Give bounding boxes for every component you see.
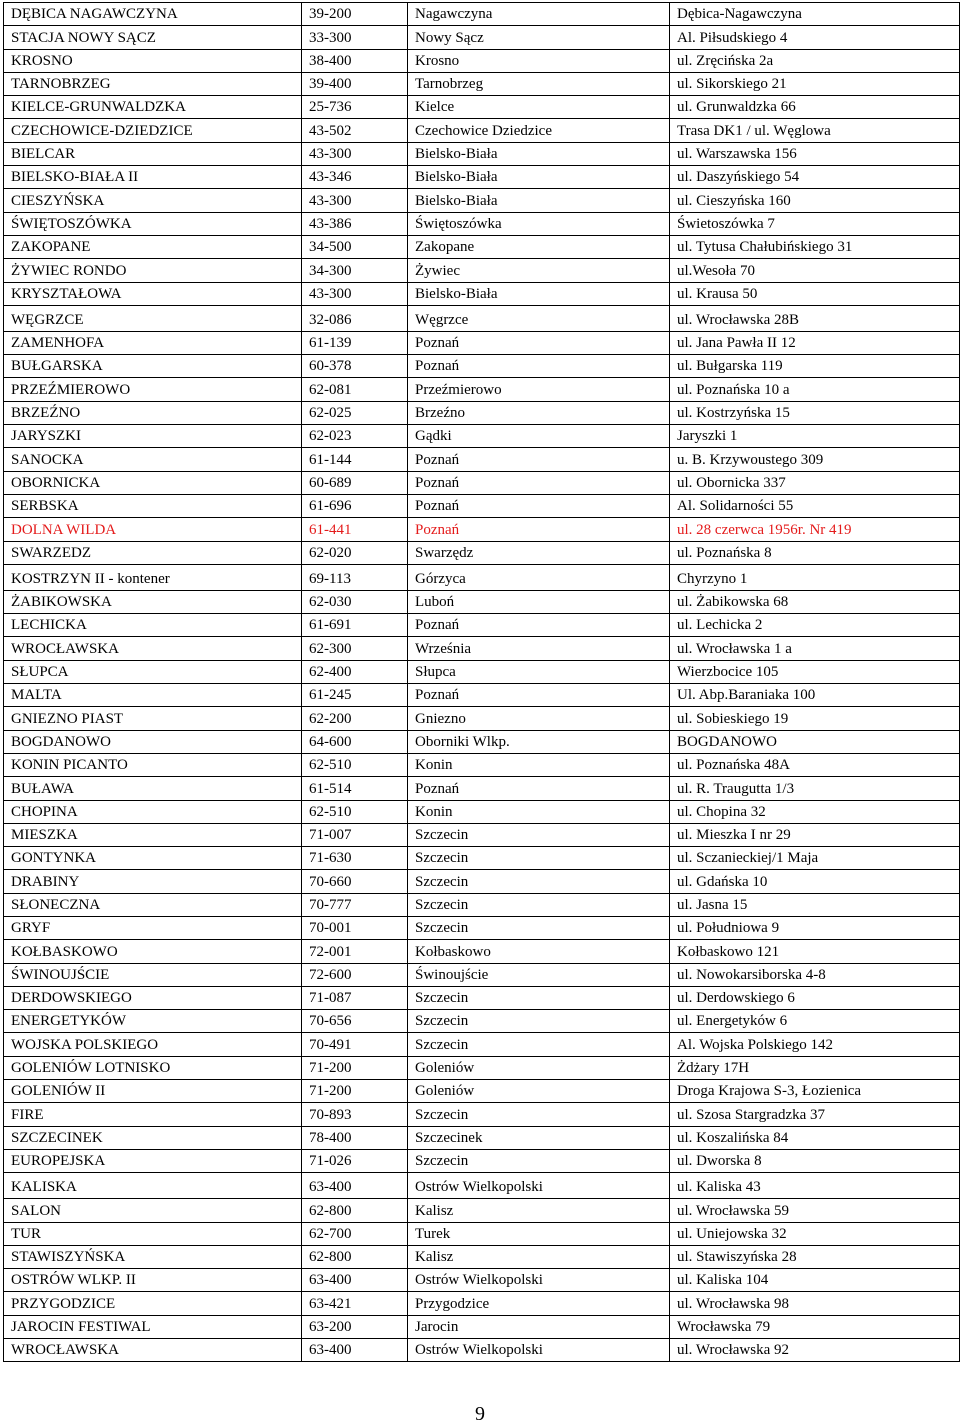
city-cell: Konin [408,800,670,823]
address-cell: ul. Daszyńskiego 54 [670,166,960,189]
city-cell: Szczecin [408,1033,670,1056]
city-cell: Słupca [408,660,670,683]
table-row [4,753,960,776]
station-name-cell: STACJA NOWY SĄCZ [4,26,302,49]
address-cell: Chyrzyno 1 [670,564,960,590]
address-cell: Al. Wojska Polskiego 142 [670,1033,960,1056]
station-name-cell: DRABINY [4,870,302,893]
station-name-cell: SWARZEDZ [4,541,302,564]
city-cell: Goleniów [408,1056,670,1079]
address-cell: ul. Bułgarska 119 [670,355,960,378]
address-cell: Ul. Abp.Baraniaka 100 [670,684,960,707]
table-row [4,1010,960,1033]
postal-code-cell: 39-400 [302,72,408,95]
table-row [4,1199,960,1222]
station-name-cell: ŚWIĘTOSZÓWKA [4,212,302,235]
city-cell: Kołbaskowo [408,940,670,963]
address-cell: ul. Mieszka I nr 29 [670,823,960,846]
station-name-cell: WROCŁAWSKA [4,1339,302,1362]
table-row [4,471,960,494]
table-row [4,49,960,72]
station-name-cell: GNIEZNO PIAST [4,707,302,730]
station-name-cell: BUŁAWA [4,777,302,800]
postal-code-cell: 62-030 [302,590,408,613]
station-name-cell: GONTYNKA [4,847,302,870]
table-row [4,401,960,424]
address-cell: Żdżary 17H [670,1056,960,1079]
postal-code-cell: 71-087 [302,986,408,1009]
postal-code-cell: 43-300 [302,189,408,212]
address-cell: ul. Wrocławska 59 [670,1199,960,1222]
postal-code-cell: 43-502 [302,119,408,142]
address-cell: ul. Gdańska 10 [670,870,960,893]
postal-code-cell: 61-441 [302,518,408,541]
address-cell: ul. Poznańska 8 [670,541,960,564]
postal-code-cell: 25-736 [302,96,408,119]
city-cell: Oborniki Wlkp. [408,730,670,753]
table-row [4,707,960,730]
table-row [4,940,960,963]
address-cell: ul. Grunwaldzka 66 [670,96,960,119]
station-name-cell: BIELCAR [4,142,302,165]
city-cell: Szczecin [408,916,670,939]
address-cell: ul. Stawiszyńska 28 [670,1245,960,1268]
table-row [4,1056,960,1079]
station-name-cell: ENERGETYKÓW [4,1010,302,1033]
postal-code-cell: 43-300 [302,282,408,305]
table-row [4,1339,960,1362]
postal-code-cell: 34-300 [302,259,408,282]
address-cell: ul. Energetyków 6 [670,1010,960,1033]
city-cell: Turek [408,1222,670,1245]
city-cell: Szczecin [408,1103,670,1126]
table-row [4,800,960,823]
city-cell: Żywiec [408,259,670,282]
station-table [3,2,960,1362]
table-row [4,1173,960,1199]
station-name-cell: TARNOBRZEG [4,72,302,95]
address-cell: ul. Poznańska 10 a [670,378,960,401]
city-cell: Ostrów Wielkopolski [408,1173,670,1199]
table-row [4,166,960,189]
postal-code-cell: 62-081 [302,378,408,401]
city-cell: Szczecin [408,1149,670,1172]
postal-code-cell: 63-421 [302,1292,408,1315]
table-row [4,564,960,590]
city-cell: Szczecin [408,870,670,893]
postal-code-cell: 62-200 [302,707,408,730]
table-row [4,212,960,235]
station-name-cell: SALON [4,1199,302,1222]
postal-code-cell: 32-086 [302,305,408,331]
address-cell: ul. Kaliska 104 [670,1269,960,1292]
city-cell: Świętoszówka [408,212,670,235]
station-name-cell: SŁONECZNA [4,893,302,916]
postal-code-cell: 70-001 [302,916,408,939]
city-cell: Poznań [408,614,670,637]
station-name-cell: WOJSKA POLSKIEGO [4,1033,302,1056]
postal-code-cell: 63-400 [302,1173,408,1199]
address-cell: ul. Zręcińska 2a [670,49,960,72]
station-name-cell: ŚWINOUJŚCIE [4,963,302,986]
postal-code-cell: 63-400 [302,1339,408,1362]
city-cell: Poznań [408,331,670,354]
address-cell: ul. Jasna 15 [670,893,960,916]
city-cell: Bielsko-Biała [408,282,670,305]
table-row [4,189,960,212]
postal-code-cell: 71-026 [302,1149,408,1172]
postal-code-cell: 70-777 [302,893,408,916]
station-name-cell: KROSNO [4,49,302,72]
postal-code-cell: 72-001 [302,940,408,963]
station-name-cell: KIELCE-GRUNWALDZKA [4,96,302,119]
postal-code-cell: 61-514 [302,777,408,800]
table-row [4,425,960,448]
postal-code-cell: 43-386 [302,212,408,235]
postal-code-cell: 63-200 [302,1315,408,1338]
station-name-cell: TUR [4,1222,302,1245]
table-row [4,378,960,401]
city-cell: Czechowice Dziedzice [408,119,670,142]
postal-code-cell: 33-300 [302,26,408,49]
postal-code-cell: 62-025 [302,401,408,424]
address-cell: Jaryszki 1 [670,425,960,448]
postal-code-cell: 43-300 [302,142,408,165]
address-cell: ul. R. Traugutta 1/3 [670,777,960,800]
city-cell: Konin [408,753,670,776]
address-cell: ul. Koszalińska 84 [670,1126,960,1149]
station-name-cell: BRZEŹNO [4,401,302,424]
city-cell: Bielsko-Biała [408,189,670,212]
station-name-cell: OBORNICKA [4,471,302,494]
table-row [4,916,960,939]
postal-code-cell: 71-200 [302,1056,408,1079]
address-cell: ul. Wrocławska 92 [670,1339,960,1362]
address-cell: ul. Żabikowska 68 [670,590,960,613]
city-cell: Goleniów [408,1080,670,1103]
city-cell: Bielsko-Biała [408,166,670,189]
table-row [4,305,960,331]
address-cell: Wrocławska 79 [670,1315,960,1338]
city-cell: Poznań [408,471,670,494]
table-row [4,986,960,1009]
station-name-cell: EUROPEJSKA [4,1149,302,1172]
station-name-cell: DĘBICA NAGAWCZYNA [4,3,302,26]
city-cell: Gniezno [408,707,670,730]
station-name-cell: PRZEŹMIEROWO [4,378,302,401]
table-row [4,1222,960,1245]
address-cell: ul. Jana Pawła II 12 [670,331,960,354]
table-row [4,541,960,564]
page-number: 9 [475,1403,485,1425]
table-row [4,3,960,26]
city-cell: Kalisz [408,1245,670,1268]
table-row [4,119,960,142]
station-name-cell: KONIN PICANTO [4,753,302,776]
address-cell: Al. Solidarności 55 [670,494,960,517]
postal-code-cell: 62-700 [302,1222,408,1245]
station-name-cell: SANOCKA [4,448,302,471]
postal-code-cell: 71-630 [302,847,408,870]
table-row [4,72,960,95]
station-name-cell: OSTRÓW WLKP. II [4,1269,302,1292]
station-name-cell: LECHICKA [4,614,302,637]
city-cell: Poznań [408,448,670,471]
station-name-cell: WĘGRZCE [4,305,302,331]
table-row [4,777,960,800]
postal-code-cell: 63-400 [302,1269,408,1292]
city-cell: Września [408,637,670,660]
address-cell: ul. Sobieskiego 19 [670,707,960,730]
address-cell: ul. Południowa 9 [670,916,960,939]
address-cell: Kołbaskowo 121 [670,940,960,963]
postal-code-cell: 71-200 [302,1080,408,1103]
address-cell: BOGDANOWO [670,730,960,753]
table-row [4,823,960,846]
postal-code-cell: 70-893 [302,1103,408,1126]
city-cell: Szczecin [408,1010,670,1033]
table-row [4,1245,960,1268]
station-name-cell: STAWISZYŃSKA [4,1245,302,1268]
table-row [4,730,960,753]
table-row [4,1292,960,1315]
city-cell: Poznań [408,518,670,541]
table-row [4,142,960,165]
address-cell: ul. Wrocławska 98 [670,1292,960,1315]
address-cell: ul. Nowokarsiborska 4-8 [670,963,960,986]
address-cell: ul. Lechicka 2 [670,614,960,637]
table-row [4,355,960,378]
city-cell: Brzeźno [408,401,670,424]
postal-code-cell: 78-400 [302,1126,408,1149]
city-cell: Poznań [408,355,670,378]
city-cell: Luboń [408,590,670,613]
table-row [4,259,960,282]
table-row [4,518,960,541]
postal-code-cell: 64-600 [302,730,408,753]
station-name-cell: DOLNA WILDA [4,518,302,541]
table-row [4,235,960,258]
station-name-cell: WROCŁAWSKA [4,637,302,660]
station-name-cell: SZCZECINEK [4,1126,302,1149]
station-name-cell: PRZYGODZICE [4,1292,302,1315]
table-row [4,637,960,660]
city-cell: Swarzędz [408,541,670,564]
postal-code-cell: 70-491 [302,1033,408,1056]
postal-code-cell: 71-007 [302,823,408,846]
table-row [4,660,960,683]
address-cell: ul. Chopina 32 [670,800,960,823]
city-cell: Bielsko-Biała [408,142,670,165]
city-cell: Kielce [408,96,670,119]
city-cell: Poznań [408,494,670,517]
postal-code-cell: 39-200 [302,3,408,26]
postal-code-cell: 61-691 [302,614,408,637]
station-name-cell: GOLENIÓW LOTNISKO [4,1056,302,1079]
address-cell: ul. Dworska 8 [670,1149,960,1172]
city-cell: Szczecinek [408,1126,670,1149]
address-cell: ul. Wrocławska 1 a [670,637,960,660]
postal-code-cell: 61-139 [302,331,408,354]
station-name-cell: MIESZKA [4,823,302,846]
address-cell: ul. Szosa Stargradzka 37 [670,1103,960,1126]
table-row [4,26,960,49]
station-name-cell: FIRE [4,1103,302,1126]
table-row [4,1126,960,1149]
station-name-cell: KOSTRZYN II - kontener [4,564,302,590]
table-row [4,893,960,916]
station-name-cell: ŻYWIEC RONDO [4,259,302,282]
postal-code-cell: 60-378 [302,355,408,378]
city-cell: Szczecin [408,986,670,1009]
station-name-cell: SŁUPCA [4,660,302,683]
station-name-cell: GRYF [4,916,302,939]
address-cell: Dębica-Nagawczyna [670,3,960,26]
table-row [4,448,960,471]
station-name-cell: ZAMENHOFA [4,331,302,354]
postal-code-cell: 38-400 [302,49,408,72]
station-name-cell: KALISKA [4,1173,302,1199]
station-name-cell: BOGDANOWO [4,730,302,753]
city-cell: Świnoujście [408,963,670,986]
station-name-cell: ZAKOPANE [4,235,302,258]
table-row [4,1315,960,1338]
table-row [4,847,960,870]
postal-code-cell: 72-600 [302,963,408,986]
table-row [4,870,960,893]
station-name-cell: ŻABIKOWSKA [4,590,302,613]
table-row [4,282,960,305]
address-cell: ul. Poznańska 48A [670,753,960,776]
postal-code-cell: 60-689 [302,471,408,494]
table-row [4,1103,960,1126]
station-name-cell: CIESZYŃSKA [4,189,302,212]
station-name-cell: GOLENIÓW II [4,1080,302,1103]
address-cell: ul. Kostrzyńska 15 [670,401,960,424]
postal-code-cell: 70-656 [302,1010,408,1033]
address-cell: Droga Krajowa S-3, Łozienica [670,1080,960,1103]
postal-code-cell: 61-696 [302,494,408,517]
table-body [4,3,960,1362]
address-cell: Trasa DK1 / ul. Węglowa [670,119,960,142]
address-cell: ul. Cieszyńska 160 [670,189,960,212]
city-cell: Górzyca [408,564,670,590]
station-name-cell: BIELSKO-BIAŁA II [4,166,302,189]
city-cell: Nowy Sącz [408,26,670,49]
city-cell: Przeźmierowo [408,378,670,401]
city-cell: Tarnobrzeg [408,72,670,95]
postal-code-cell: 62-800 [302,1245,408,1268]
table-row [4,494,960,517]
postal-code-cell: 62-510 [302,753,408,776]
table-row [4,614,960,637]
address-cell: ul. 28 czerwca 1956r. Nr 419 [670,518,960,541]
address-cell: ul. Kaliska 43 [670,1173,960,1199]
postal-code-cell: 62-510 [302,800,408,823]
city-cell: Szczecin [408,823,670,846]
station-name-cell: DERDOWSKIEGO [4,986,302,1009]
station-name-cell: SERBSKA [4,494,302,517]
table-row [4,963,960,986]
postal-code-cell: 70-660 [302,870,408,893]
city-cell: Węgrzce [408,305,670,331]
address-cell: ul. Uniejowska 32 [670,1222,960,1245]
city-cell: Kalisz [408,1199,670,1222]
table-row [4,96,960,119]
address-cell: ul. Derdowskiego 6 [670,986,960,1009]
station-name-cell: KOŁBASKOWO [4,940,302,963]
table-row [4,1033,960,1056]
station-name-cell: CZECHOWICE-DZIEDZICE [4,119,302,142]
city-cell: Ostrów Wielkopolski [408,1269,670,1292]
address-cell: ul. Warszawska 156 [670,142,960,165]
address-cell: ul. Sikorskiego 21 [670,72,960,95]
city-cell: Nagawczyna [408,3,670,26]
postal-code-cell: 62-400 [302,660,408,683]
station-name-cell: CHOPINA [4,800,302,823]
address-cell: ul. Sczanieckiej/1 Maja [670,847,960,870]
station-name-cell: MALTA [4,684,302,707]
station-name-cell: JARYSZKI [4,425,302,448]
postal-code-cell: 43-346 [302,166,408,189]
city-cell: Krosno [408,49,670,72]
postal-code-cell: 62-023 [302,425,408,448]
postal-code-cell: 61-245 [302,684,408,707]
city-cell: Przygodzice [408,1292,670,1315]
address-cell: Al. Piłsudskiego 4 [670,26,960,49]
address-cell: Wierzbocice 105 [670,660,960,683]
address-cell: Świetoszówka 7 [670,212,960,235]
table-row [4,1149,960,1172]
station-name-cell: JAROCIN FESTIWAL [4,1315,302,1338]
postal-code-cell: 62-800 [302,1199,408,1222]
postal-code-cell: 61-144 [302,448,408,471]
address-cell: ul. Obornicka 337 [670,471,960,494]
table-row [4,1269,960,1292]
table-row [4,331,960,354]
station-name-cell: KRYSZTAŁOWA [4,282,302,305]
city-cell: Gądki [408,425,670,448]
city-cell: Zakopane [408,235,670,258]
postal-code-cell: 62-020 [302,541,408,564]
address-cell: ul. Tytusa Chałubińskiego 31 [670,235,960,258]
station-name-cell: BUŁGARSKA [4,355,302,378]
postal-code-cell: 62-300 [302,637,408,660]
city-cell: Szczecin [408,847,670,870]
address-cell: ul.Wesoła 70 [670,259,960,282]
city-cell: Szczecin [408,893,670,916]
table-row [4,684,960,707]
postal-code-cell: 34-500 [302,235,408,258]
city-cell: Jarocin [408,1315,670,1338]
postal-code-cell: 69-113 [302,564,408,590]
table-row [4,1080,960,1103]
city-cell: Poznań [408,684,670,707]
table-row [4,590,960,613]
address-cell: ul. Krausa 50 [670,282,960,305]
city-cell: Ostrów Wielkopolski [408,1339,670,1362]
address-cell: ul. Wrocławska 28B [670,305,960,331]
address-cell: u. B. Krzywoustego 309 [670,448,960,471]
city-cell: Poznań [408,777,670,800]
